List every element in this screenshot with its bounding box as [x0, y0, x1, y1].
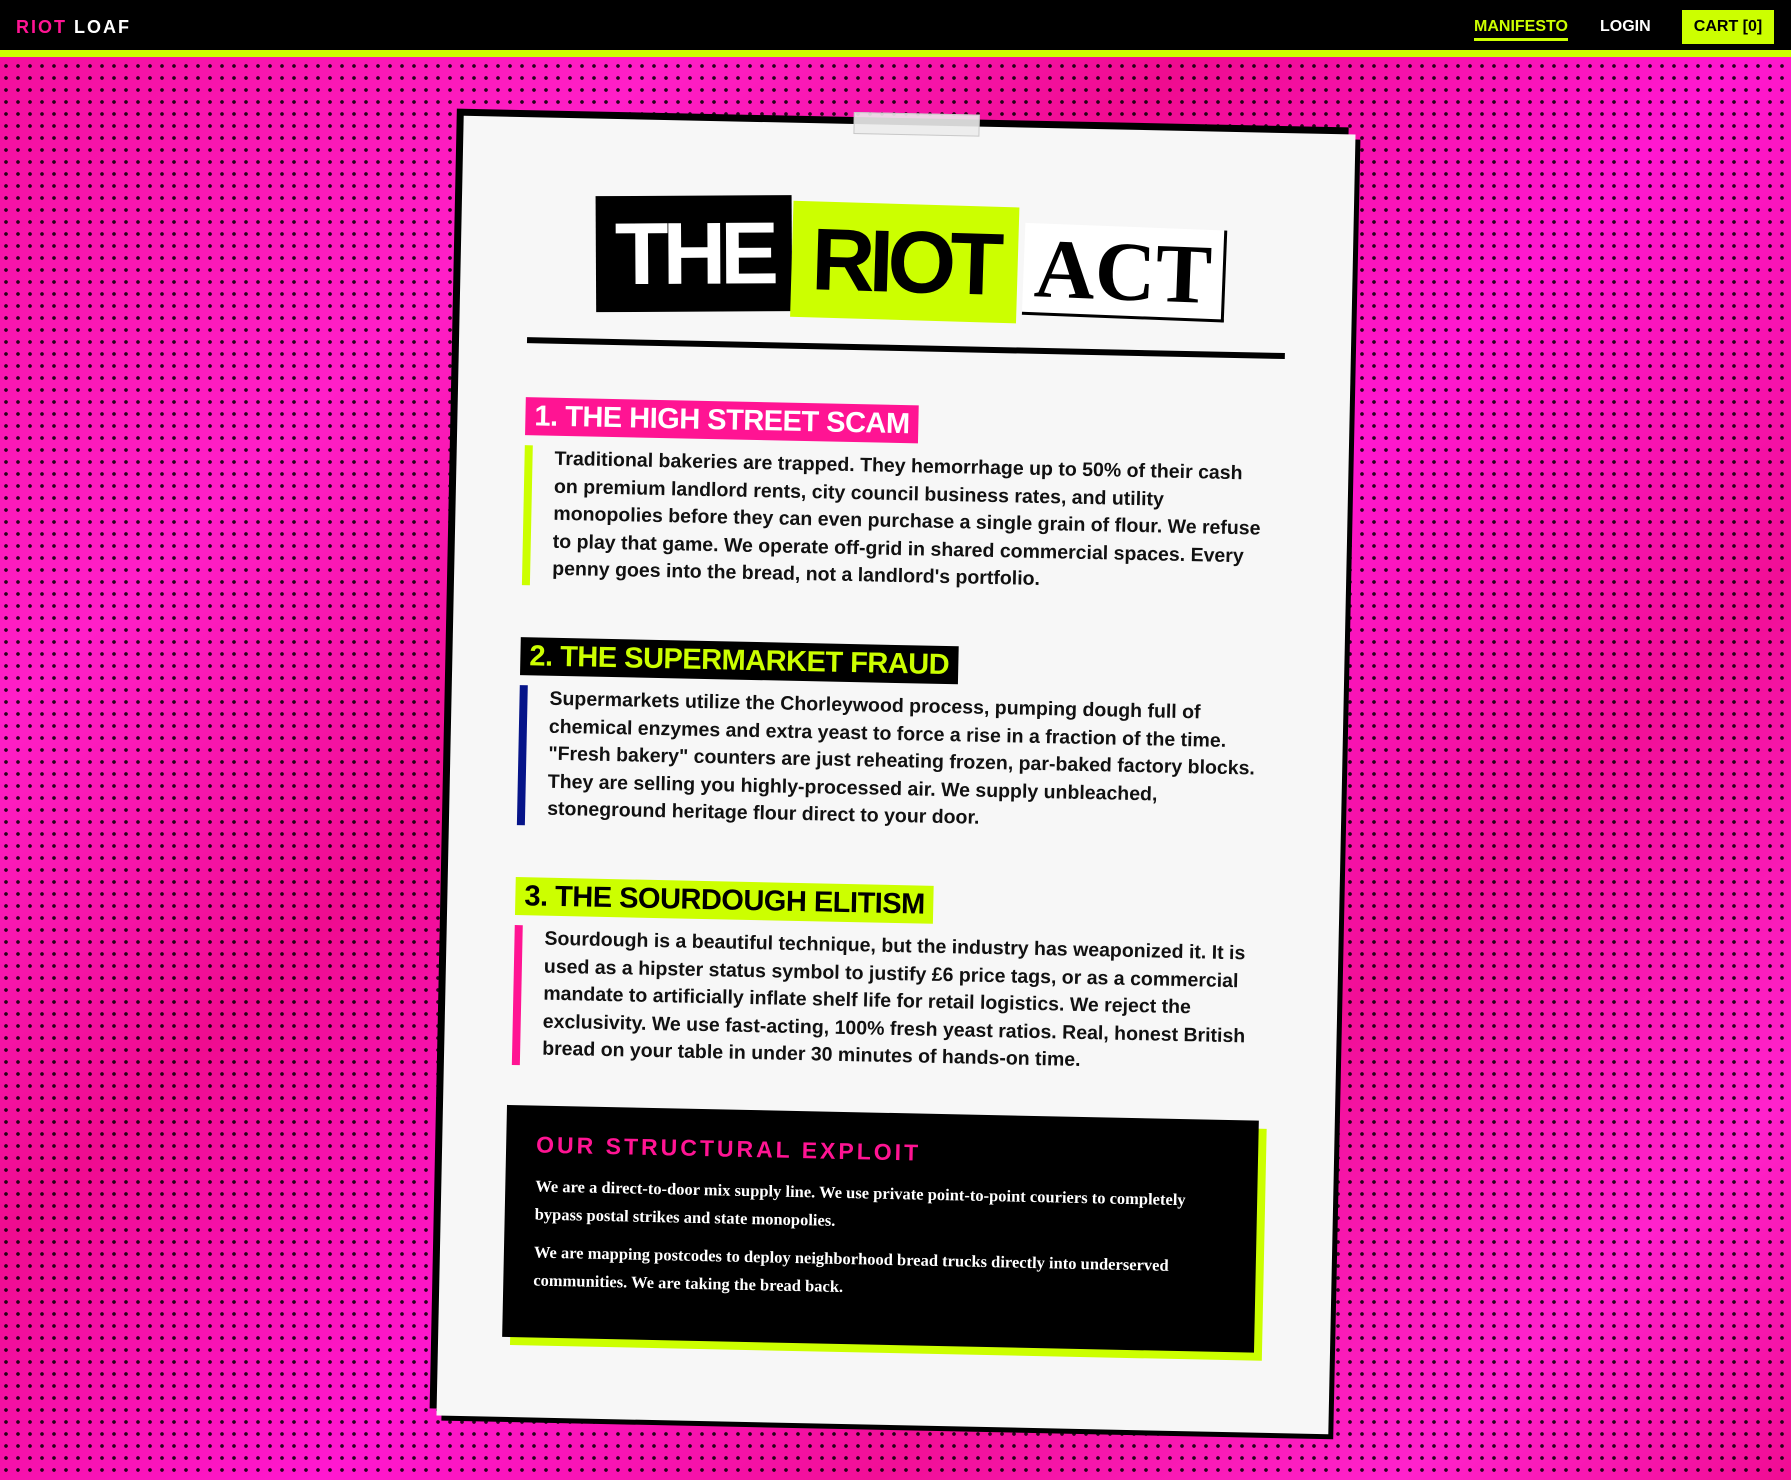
title-word-riot: RIOT	[790, 201, 1019, 324]
logo-loaf-text: LOAF	[74, 17, 132, 37]
title-word-act: ACT	[1022, 223, 1227, 323]
section-body-sourdough-elitism: Sourdough is a beautiful technique, but the industry has weaponized it. It is used as a hipster status symbol to justify £6 price tags, or as a commercial mandate to artificially inflate shelf life for retail logistics. We reject the exclusivity. We use fast-acting, 100% fresh yeast ratios. Real, honest British bread on your table in under 30 minutes of hands-on time.	[512, 925, 1255, 1080]
title-word-the: THE	[596, 195, 793, 312]
structural-exploit-box	[502, 1105, 1259, 1353]
section-heading-supermarket-fraud: 2. THE SUPERMARKET FRAUD	[520, 637, 959, 684]
section-body-high-street-scam: Traditional bakeries are trapped. They hemorrhage up to 50% of their cash on premium landlord rents, city council business rates, and utility monopolies before they can even purchase a single grain of flour. We refuse to play that game. We operate off-grid in shared commercial spaces. Every penny goes into the bread, not a landlord's portfolio.	[522, 445, 1265, 600]
tape-strip	[853, 112, 979, 137]
title-divider	[527, 337, 1285, 359]
poster-title	[594, 194, 1237, 337]
site-logo[interactable]	[16, 17, 131, 38]
nav-manifesto-link[interactable]: MANIFESTO	[1474, 18, 1568, 41]
manifesto-poster	[436, 116, 1355, 1434]
exploit-paragraph-1: We are a direct-to-door mix supply line. We use private point-to-point couriers to completely bypass postal strikes and state monopolies.	[534, 1176, 1186, 1230]
cart-button[interactable]: CART [0]	[1682, 10, 1774, 44]
section-heading-sourdough-elitism: 3. THE SOURDOUGH ELITISM	[515, 877, 934, 924]
poster-sheet	[436, 116, 1355, 1434]
exploit-title: OUR STRUCTURAL EXPLOIT	[535, 1131, 922, 1166]
section-body-supermarket-fraud: Supermarkets utilize the Chorleywood process, pumping dough full of chemical enzymes and extra yeast to force a rise in a fraction of the time. "Fresh bakery" counters are just reheating frozen, par-baked factory blocks. They are selling you highly-processed air. We supply unbleached, stoneground heritage flour direct to your door.	[517, 685, 1260, 840]
logo-riot-text: RIOT	[16, 17, 67, 37]
nav-login-link[interactable]: LOGIN	[1600, 18, 1651, 35]
top-nav-bar	[0, 0, 1791, 57]
exploit-paragraph-2: We are mapping postcodes to deploy neighborhood bread trucks directly into underserved communities. We are taking the bread back.	[533, 1242, 1169, 1297]
section-heading-high-street-scam: 1. THE HIGH STREET SCAM	[525, 397, 919, 443]
